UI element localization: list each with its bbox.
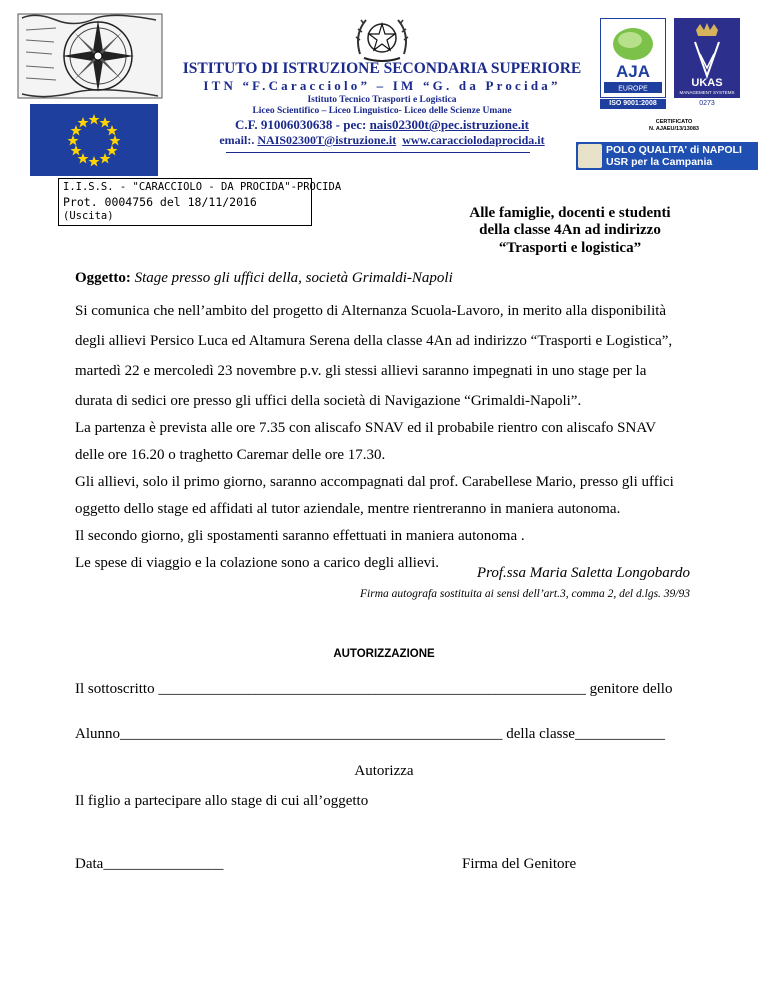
certificate-label: CERTIFICATO <box>655 119 693 125</box>
protocol-direction: (Uscita) <box>63 210 114 222</box>
certificate-number: N. AJAEU/13/13083 <box>649 126 699 132</box>
body-line: delle ore 16.20 o traghetto Caremar delle ore 17.30. <box>75 447 386 463</box>
institute-line-1: Istituto Tecnico Trasporti e Logistica <box>307 95 457 105</box>
ukas-logo-subtext: MANAGEMENT SYSTEMS <box>679 90 735 95</box>
body-line: degli allievi Persico Luca ed Altamura Serena della classe 4An ad indirizzo “Trasporti e Logistica”, <box>75 333 673 349</box>
eu-flag-icon <box>30 104 158 176</box>
subject-line <box>75 270 453 287</box>
polo-qualita-icon <box>578 144 602 168</box>
protocol-stamp <box>58 178 342 226</box>
authorization-student-line: Alunno___________________________________________________ della classe____________ <box>75 726 665 742</box>
ukas-number: 0273 <box>699 100 715 107</box>
ukas-logo-text: UKAS <box>691 77 723 89</box>
italian-republic-emblem <box>352 10 412 66</box>
recipients-line-3: “Trasporti e logistica” <box>498 240 642 256</box>
subject-label: Oggetto: <box>75 270 131 286</box>
aja-logo-subtext: EUROPE <box>618 85 648 93</box>
body-line: Le spese di viaggio e la colazione sono a carico degli allievi. <box>75 555 440 571</box>
ukas-logo <box>674 18 740 98</box>
email-prefix: email:. <box>219 133 258 147</box>
recipients-line-1: Alle famiglie, docenti e studenti <box>469 205 671 221</box>
aja-logo-text: AJA <box>615 62 651 81</box>
website-link[interactable]: www.caracciolodaprocida.it <box>402 133 545 147</box>
protocol-institute: I.I.S.S. - "CARACCIOLO - DA PROCIDA"-PROCIDA <box>63 181 342 193</box>
authorization-statement: Il figlio a partecipare allo stage di cui all’oggetto <box>75 793 369 809</box>
date-field: Data________________ <box>75 856 224 872</box>
protocol-number: Prot. 0004756 del 18/11/2016 <box>63 195 257 209</box>
aja-europe-logo <box>600 18 666 98</box>
header-divider <box>226 152 530 153</box>
subject-text: Stage presso gli uffici della, società Grimaldi-Napoli <box>130 270 453 286</box>
email-website <box>172 133 592 148</box>
email-link[interactable]: NAIS02300T@istruzione.it <box>257 133 397 147</box>
body-line: oggetto dello stage ed affidati al tutor aziendale, mentre rientreranno in maniera autonoma. <box>75 501 621 517</box>
school-logo-compass-rose <box>16 10 164 102</box>
parent-signature-label: Firma del Genitore <box>462 856 577 872</box>
body-line: Gli allievi, solo il primo giorno, saranno accompagnati dal prof. Carabellese Mario, presso gli uffici <box>75 474 674 490</box>
authorization-title: AUTORIZZAZIONE <box>333 648 435 660</box>
fiscal-code-pec <box>172 117 592 133</box>
authorization-parent-line: Il sottoscritto _________________________________________________________ genitore dello <box>75 681 673 697</box>
institute-subtitle: ITN “F.Caracciolo” – IM “G. da Procida” <box>203 78 561 93</box>
body-line: La partenza è prevista alle ore 7.35 con aliscafo SNAV ed il probabile rientro con aliscafo SNAV <box>75 420 657 436</box>
authorization-verb: Autorizza <box>354 763 414 779</box>
body-line: martedì 22 e mercoledì 23 novembre p.v. gli stessi allievi saranno impegnati in uno stage per la <box>75 363 647 379</box>
institute-line-2: Liceo Scientifico – Liceo Linguistico- Liceo delle Scienze Umane <box>252 106 512 116</box>
polo-qualita-line-1: POLO QUALITA' di NAPOLI <box>606 144 742 156</box>
body-line: Il secondo giorno, gli spostamenti saranno effettuati in maniera autonoma . <box>75 528 525 544</box>
body-line: durata di sedici ore presso gli uffici della società di Navigazione “Grimaldi-Napoli”. <box>75 393 582 409</box>
body-line: Si comunica che nell’ambito del progetto di Alternanza Scuola-Lavoro, in merito alla disponibilità <box>75 303 667 319</box>
pec-link[interactable]: nais02300t@pec.istruzione.it <box>369 117 529 132</box>
recipients-line-2: della classe 4An ad indirizzo <box>479 222 661 238</box>
polo-qualita-banner <box>576 142 758 170</box>
institute-title: ISTITUTO DI ISTRUZIONE SECONDARIA SUPERIORE <box>182 60 582 77</box>
signatory-name: Prof.ssa Maria Saletta Longobardo <box>476 565 690 581</box>
fiscal-code-text: C.F. 91006030638 - pec: <box>235 117 370 132</box>
signature-note: Firma autografa sostituita ai sensi dell’art.3, comma 2, del d.lgs. 39/93 <box>360 588 690 600</box>
polo-qualita-line-2: USR per la Campania <box>606 156 713 168</box>
iso-badge: ISO 9001:2008 <box>600 99 666 109</box>
